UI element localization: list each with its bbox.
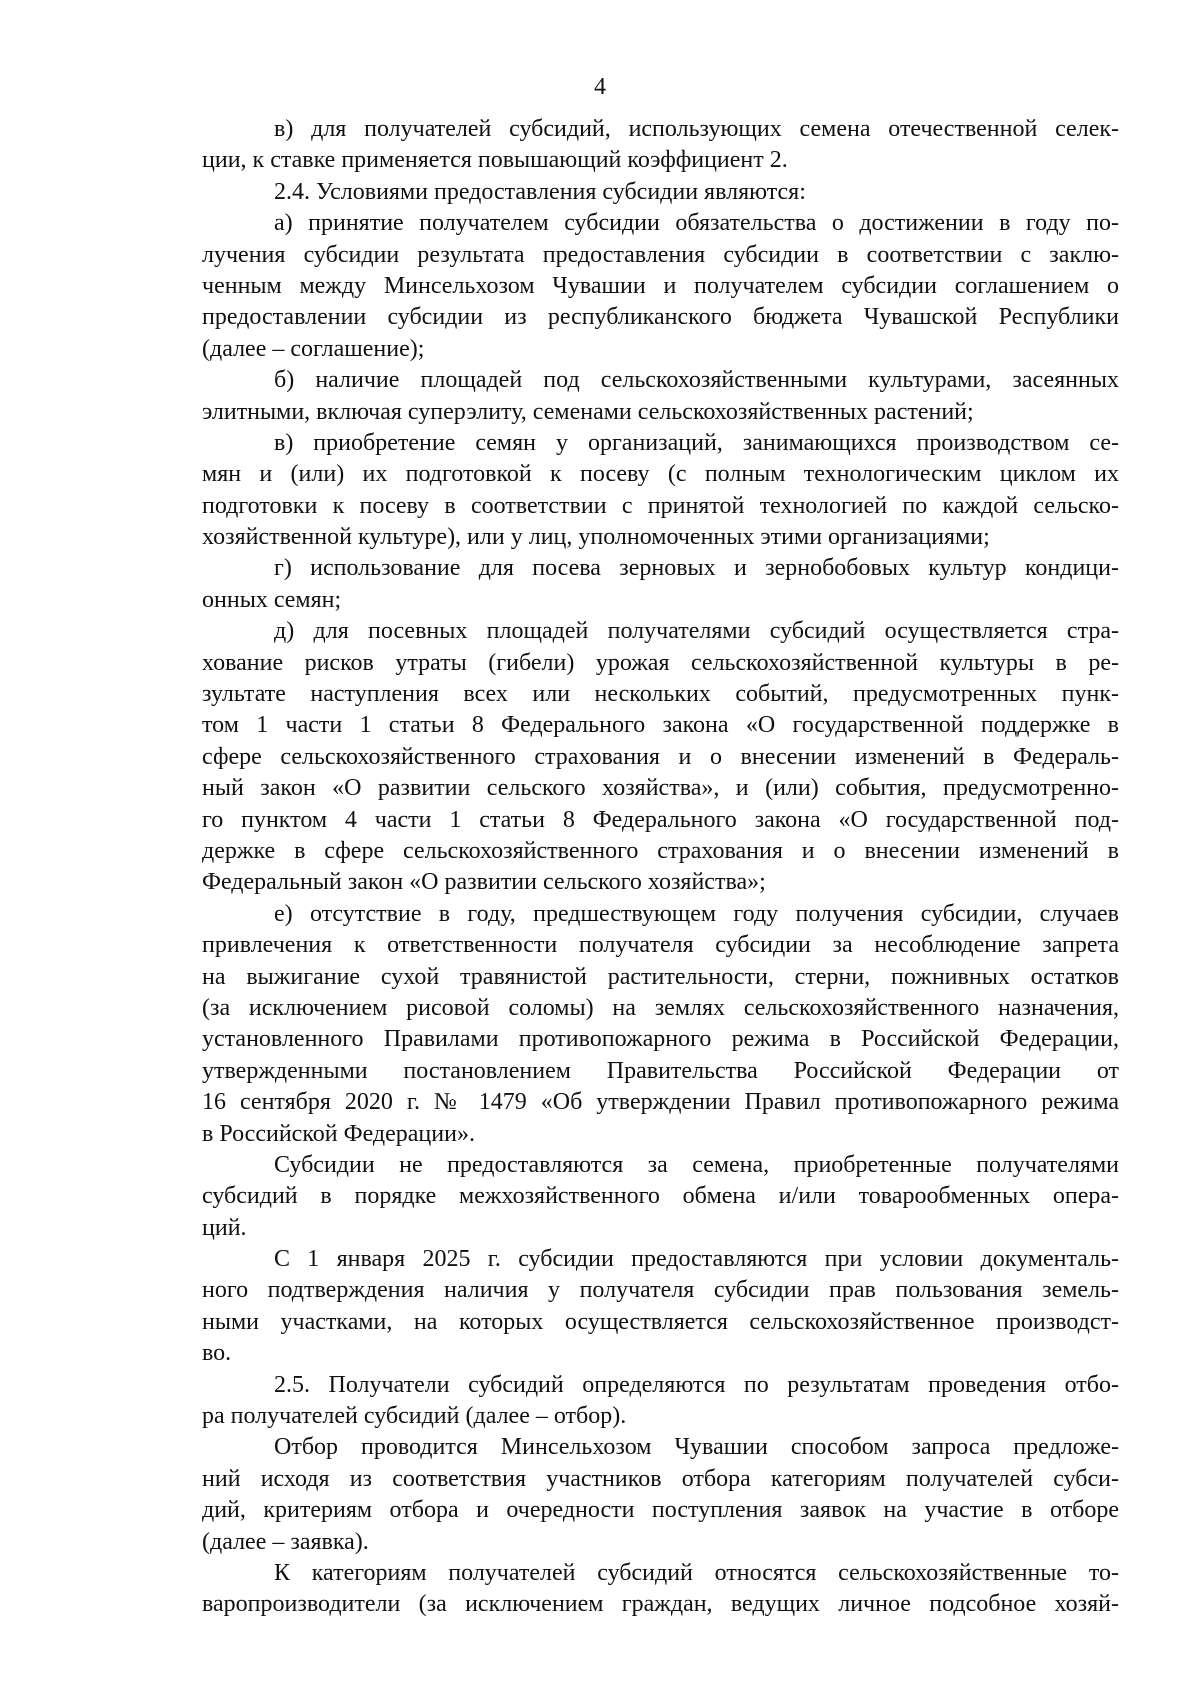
- text-line: на выжигание сухой травянистой растительности, стерни, пожнивных остатков: [202, 963, 1119, 990]
- paragraph: [202, 114, 1119, 177]
- text-line: (далее – соглашение);: [202, 335, 425, 362]
- text-line: б) наличие площадей под сельскохозяйственными культурами, засеянных: [274, 367, 1119, 394]
- text-line: зультате наступления всех или нескольких событий, предусмотренных пунк-: [202, 681, 1119, 708]
- text-line: ного подтверждения наличия у получателя субсидии прав пользования земель-: [202, 1277, 1119, 1304]
- text-line: 2.5. Получатели субсидий определяются по результатам проведения отбо-: [274, 1371, 1119, 1398]
- text-line: 2.4. Условиями предоставления субсидии являются:: [274, 178, 806, 205]
- text-line: а) принятие получателем субсидии обязательства о достижении в году по-: [274, 210, 1119, 237]
- text-line: хозяйственной культуре), или у лиц, уполномоченных этими организациями;: [202, 524, 990, 551]
- text-line: держке в сфере сельскохозяйственного страхования и о внесении изменений в: [202, 837, 1119, 864]
- text-line: хование рисков утраты (гибели) урожая сельскохозяйственной культуры в ре-: [202, 649, 1119, 676]
- text-line: 16 сентября 2020 г. № 1479 «Об утверждении Правил противопожарного режима: [202, 1089, 1119, 1116]
- paragraph: [202, 1432, 1119, 1558]
- text-line: ций.: [202, 1214, 247, 1241]
- paragraph: [202, 365, 1119, 428]
- document-body: [202, 114, 1119, 1621]
- text-line: е) отсутствие в году, предшествующем году получения субсидии, случаев: [274, 900, 1119, 927]
- paragraph: [202, 1370, 1119, 1433]
- paragraph: [202, 1150, 1119, 1244]
- paragraph: [202, 899, 1119, 1150]
- text-line: варопроизводители (за исключением граждан, ведущих личное подсобное хозяй-: [202, 1591, 1119, 1618]
- text-line: д) для посевных площадей получателями субсидий осуществляется стра-: [274, 618, 1119, 645]
- paragraph: [202, 177, 1119, 208]
- text-line: утвержденными постановлением Правительства Российской Федерации от: [202, 1057, 1119, 1084]
- text-line: ченным между Минсельхозом Чувашии и получателем субсидии соглашением о: [202, 272, 1119, 299]
- paragraph: [202, 208, 1119, 365]
- paragraph: [202, 1558, 1119, 1621]
- text-line: Федеральный закон «О развитии сельского хозяйства»;: [202, 869, 766, 896]
- text-line: подготовки к посеву в соответствии с принятой технологией по каждой сельско-: [202, 492, 1119, 519]
- text-line: Отбор проводится Минсельхозом Чувашии способом запроса предложе-: [274, 1434, 1119, 1461]
- text-line: г) использование для посева зерновых и зернобобовых культур кондици-: [274, 555, 1119, 582]
- text-line: ра получателей субсидий (далее – отбор).: [202, 1403, 627, 1430]
- text-line: субсидий в порядке межхозяйственного обмена и/или товарообменных опера-: [202, 1183, 1119, 1210]
- paragraph: [202, 553, 1119, 616]
- text-line: Субсидии не предоставляются за семена, приобретенные получателями: [274, 1151, 1119, 1178]
- text-line: мян и (или) их подготовкой к посеву (с полным технологическим циклом их: [202, 461, 1119, 488]
- text-line: дий, критериям отбора и очередности поступления заявок на участие в отборе: [202, 1497, 1119, 1524]
- text-line: элитными, включая суперэлиту, семенами сельскохозяйственных растений;: [202, 398, 974, 425]
- page-number: 4: [594, 74, 606, 100]
- text-line: ции, к ставке применяется повышающий коэффициент 2.: [202, 147, 788, 174]
- text-line: том 1 части 1 статьи 8 Федерального закона «О государственной поддержке в: [202, 712, 1119, 739]
- text-line: сфере сельскохозяйственного страхования и о внесении изменений в Федераль-: [202, 743, 1119, 770]
- text-line: С 1 января 2025 г. субсидии предоставляются при условии документаль-: [274, 1246, 1119, 1273]
- text-line: (за исключением рисовой соломы) на землях сельскохозяйственного назначения,: [202, 994, 1119, 1021]
- text-line: привлечения к ответственности получателя субсидии за несоблюдение запрета: [202, 932, 1119, 959]
- text-line: онных семян;: [202, 586, 342, 613]
- text-line: во.: [202, 1340, 232, 1367]
- text-line: (далее – заявка).: [202, 1528, 369, 1555]
- text-line: установленного Правилами противопожарного режима в Российской Федерации,: [202, 1026, 1119, 1053]
- text-line: К категориям получателей субсидий относятся сельскохозяйственные то-: [274, 1559, 1119, 1586]
- text-line: в Российской Федерации».: [202, 1120, 475, 1147]
- text-line: ний исходя из соответствия участников отбора категориям получателей субси-: [202, 1465, 1119, 1492]
- paragraph: [202, 616, 1119, 899]
- text-line: в) для получателей субсидий, использующих семена отечественной селек-: [274, 116, 1119, 142]
- text-line: предоставлении субсидии из республиканского бюджета Чувашской Республики: [202, 304, 1119, 331]
- paragraph: [202, 428, 1119, 554]
- text-line: лучения субсидии результата предоставления субсидии в соответствии с заклю-: [202, 241, 1119, 268]
- text-line: го пунктом 4 части 1 статьи 8 Федерального закона «О государственной под-: [202, 806, 1119, 833]
- paragraph: [202, 1244, 1119, 1370]
- text-line: в) приобретение семян у организаций, занимающихся производством се-: [274, 429, 1119, 456]
- text-line: ный закон «О развитии сельского хозяйства», и (или) события, предусмотренно-: [202, 775, 1119, 802]
- text-line: ными участками, на которых осуществляется сельскохозяйственное производст-: [202, 1308, 1119, 1335]
